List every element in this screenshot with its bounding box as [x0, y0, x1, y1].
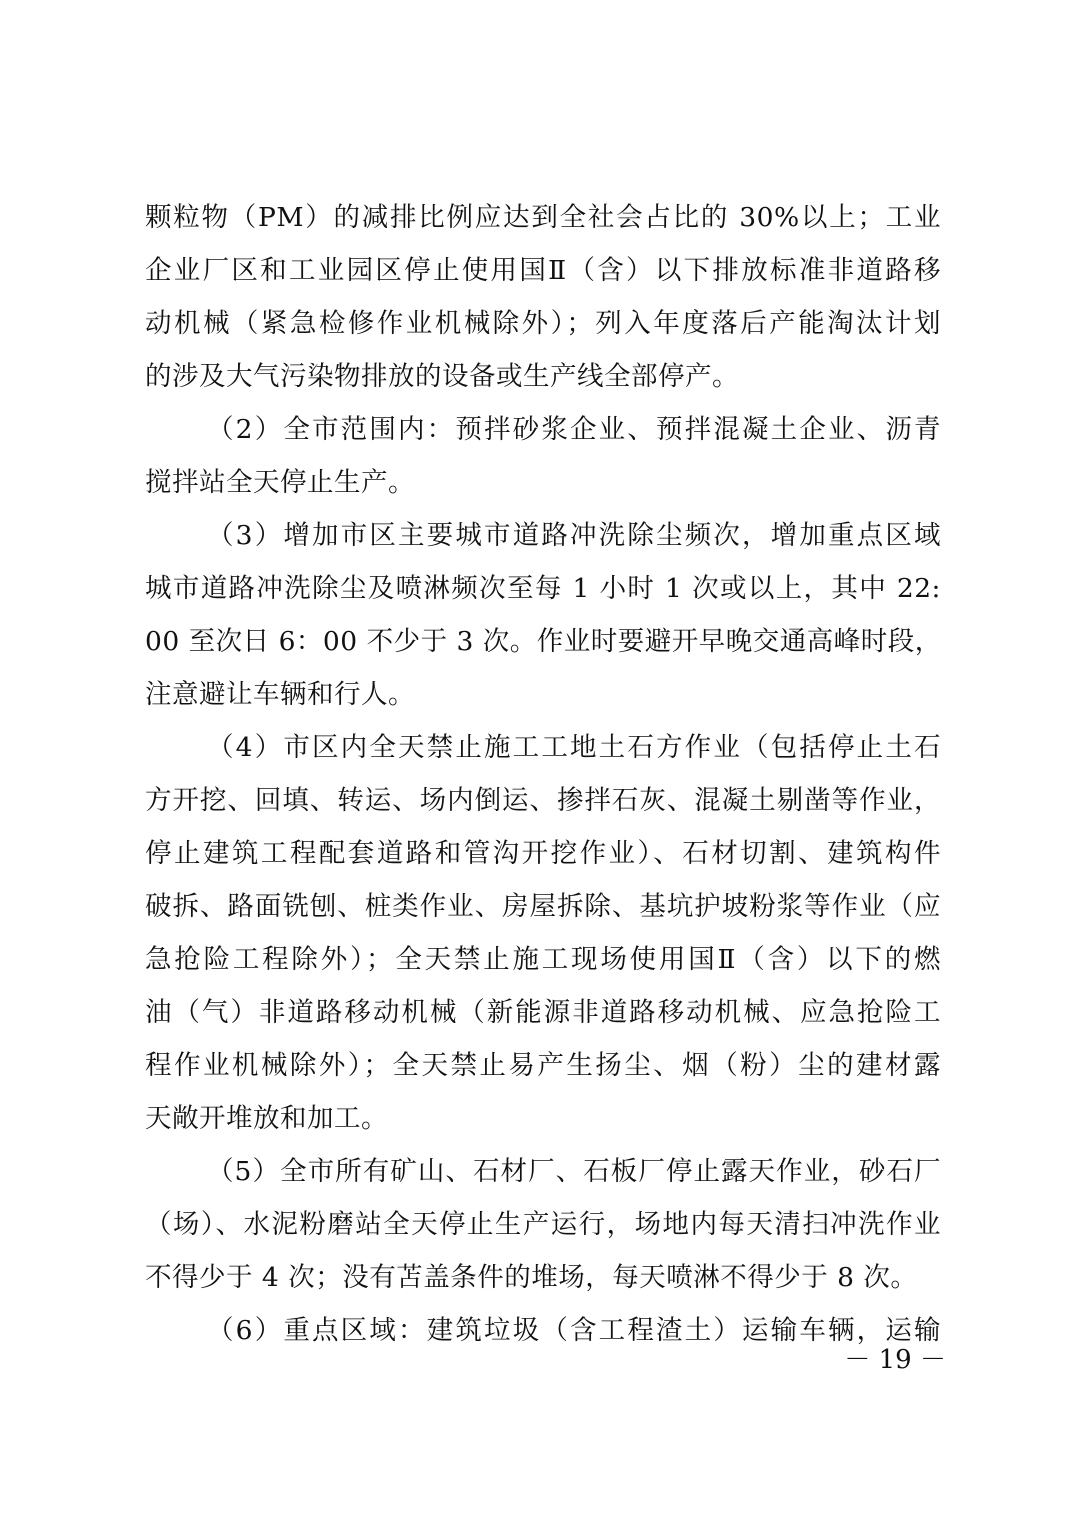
text-line: 的涉及大气污染物排放的设备或生产线全部停产。: [145, 361, 739, 392]
text-line: 天敞开堆放和加工。: [145, 1103, 388, 1134]
page-number: － 19 －: [844, 1345, 946, 1375]
paragraph-4-line: （4）市区内全天禁止施工工地土石方作业（包括停止土石: [207, 732, 941, 763]
paragraph-3-line: （3）增加市区主要城市道路冲洗除尘频次，增加重点区域: [207, 520, 941, 551]
text-line: 城市道路冲洗除尘及喷淋频次至每 1 小时 1 次或以上，其中 22:: [145, 573, 941, 604]
paragraph-6-line: （6）重点区域：建筑垃圾（含工程渣土）运输车辆，运输: [207, 1315, 941, 1346]
text-line: （场）、水泥粉磨站全天停止生产运行，场地内每天清扫冲洗作业: [145, 1209, 941, 1240]
text-line: 停止建筑工程配套道路和管沟开挖作业）、石材切割、建筑构件: [145, 838, 941, 869]
body-text: [145, 191, 941, 1357]
text-line: 不得少于 4 次；没有苫盖条件的堆场，每天喷淋不得少于 8 次。: [145, 1262, 918, 1293]
text-line: 企业厂区和工业园区停止使用国Ⅱ（含）以下排放标准非道路移: [145, 255, 941, 286]
paragraph-2-line: （2）全市范围内：预拌砂浆企业、预拌混凝土企业、沥青: [207, 414, 941, 445]
text-line: 方开挖、回填、转运、场内倒运、掺拌石灰、混凝土剔凿等作业，: [145, 785, 941, 816]
text-line: 颗粒物（PM）的减排比例应达到全社会占比的 30%以上；工业: [145, 202, 941, 233]
text-line: 破拆、路面铣刨、桩类作业、房屋拆除、基坑护坡粉浆等作业（应: [145, 891, 941, 922]
text-line: 搅拌站全天停止生产。: [145, 467, 415, 498]
text-line: 急抢险工程除外）；全天禁止施工现场使用国Ⅱ（含）以下的燃: [145, 944, 941, 975]
text-line: 动机械（紧急检修作业机械除外）；列入年度落后产能淘汰计划: [145, 308, 941, 339]
text-line: 00 至次日 6：00 不少于 3 次。作业时要避开早晚交通高峰时段，: [145, 626, 942, 657]
text-line: 油（气）非道路移动机械（新能源非道路移动机械、应急抢险工: [145, 997, 941, 1028]
text-line: 注意避让车辆和行人。: [145, 679, 415, 710]
paragraph-5-line: （5）全市所有矿山、石材厂、石板厂停止露天作业，砂石厂: [207, 1156, 941, 1187]
text-line: 程作业机械除外）；全天禁止易产生扬尘、烟（粉）尘的建材露: [145, 1050, 941, 1081]
